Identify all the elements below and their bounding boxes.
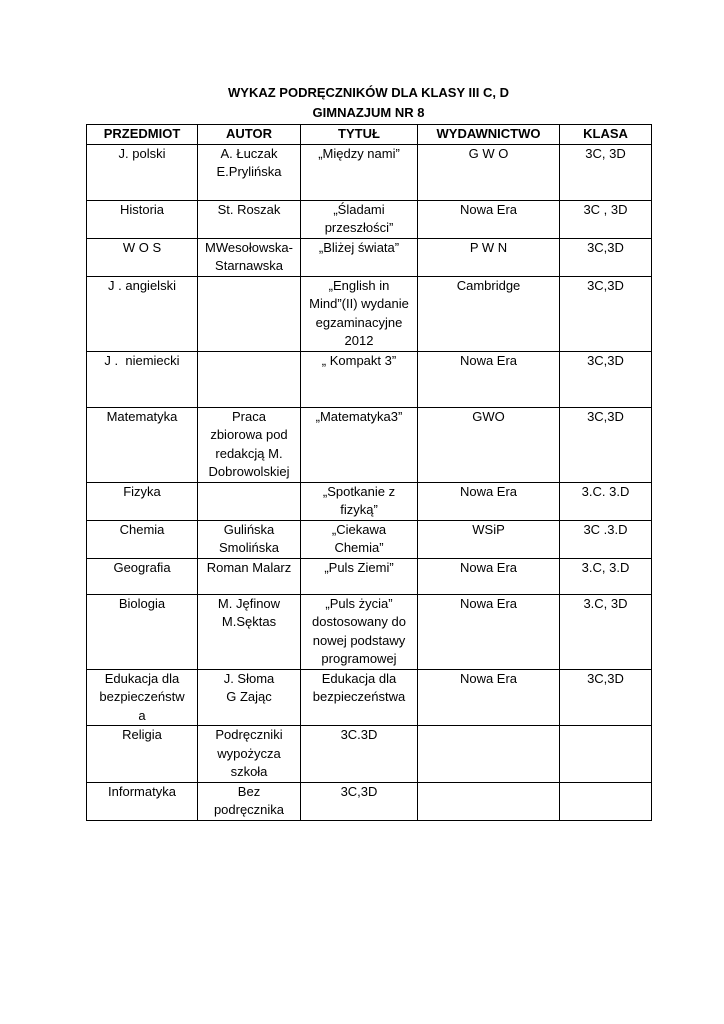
class-cell: 3.C, 3D — [560, 594, 652, 669]
publisher-cell: P W N — [418, 238, 560, 276]
title-cell: 3C,3D — [301, 782, 418, 820]
header-title: TYTUŁ — [301, 125, 418, 145]
class-cell: 3C,3D — [560, 407, 652, 482]
table-row — [87, 407, 652, 482]
author-cell: Bez podręcznika — [198, 782, 301, 820]
table-row — [87, 594, 652, 669]
title-cell: Edukacja dla bezpieczeństwa — [301, 669, 418, 726]
title-cell: 3C.3D — [301, 726, 418, 783]
title-cell: „Puls Ziemi” — [301, 558, 418, 594]
author-cell — [198, 482, 301, 520]
subject-cell: Fizyka — [87, 482, 198, 520]
subject-cell: J . angielski — [87, 276, 198, 351]
author-cell: A. Łuczak E.Prylińska — [198, 144, 301, 200]
class-cell — [560, 726, 652, 783]
title-cell: „Ciekawa Chemia” — [301, 520, 418, 558]
class-cell: 3C .3.D — [560, 520, 652, 558]
header-class: KLASA — [560, 125, 652, 145]
class-cell: 3.C. 3.D — [560, 482, 652, 520]
publisher-cell: Nowa Era — [418, 200, 560, 238]
subject-cell: Informatyka — [87, 782, 198, 820]
class-cell: 3C,3D — [560, 238, 652, 276]
title-cell: „Między nami” — [301, 144, 418, 200]
table-row — [87, 669, 652, 726]
table-row — [87, 520, 652, 558]
header-publisher: WYDAWNICTWO — [418, 125, 560, 145]
table-row — [87, 144, 652, 200]
publisher-cell — [418, 782, 560, 820]
table-row — [87, 276, 652, 351]
publisher-cell: G W O — [418, 144, 560, 200]
table-row — [87, 782, 652, 820]
publisher-cell: WSiP — [418, 520, 560, 558]
author-cell: Gulińska Smolińska — [198, 520, 301, 558]
document-title: WYKAZ PODRĘCZNIKÓW DLA KLASY III C, D — [228, 85, 509, 100]
author-cell: M. Jęfinow M.Sęktas — [198, 594, 301, 669]
subject-cell: J . niemiecki — [87, 351, 198, 407]
publisher-cell: Nowa Era — [418, 669, 560, 726]
author-cell: St. Roszak — [198, 200, 301, 238]
author-cell: MWesołowska- Starnawska — [198, 238, 301, 276]
title-cell: „Puls życia” dostosowany do nowej podstawy programowej — [301, 594, 418, 669]
table-row — [87, 726, 652, 783]
class-cell: 3C,3D — [560, 351, 652, 407]
subject-cell: Historia — [87, 200, 198, 238]
table-row — [87, 351, 652, 407]
subject-cell: Biologia — [87, 594, 198, 669]
subject-cell: Edukacja dla bezpieczeństw a — [87, 669, 198, 726]
textbook-table — [86, 124, 652, 821]
table-header-row — [87, 125, 652, 145]
author-cell: Roman Malarz — [198, 558, 301, 594]
title-cell: „English in Mind”(II) wydanie egzaminacyjne 2012 — [301, 276, 418, 351]
author-cell: Praca zbiorowa pod redakcją M. Dobrowolskiej — [198, 407, 301, 482]
table-row — [87, 238, 652, 276]
subject-cell: J. polski — [87, 144, 198, 200]
publisher-cell: Nowa Era — [418, 351, 560, 407]
header-author: AUTOR — [198, 125, 301, 145]
publisher-cell: Nowa Era — [418, 558, 560, 594]
class-cell: 3C,3D — [560, 669, 652, 726]
subject-cell: Chemia — [87, 520, 198, 558]
publisher-cell — [418, 726, 560, 783]
author-cell — [198, 276, 301, 351]
header-subject: PRZEDMIOT — [87, 125, 198, 145]
subject-cell: Geografia — [87, 558, 198, 594]
author-cell — [198, 351, 301, 407]
document-subtitle: GIMNAZJUM NR 8 — [312, 105, 425, 120]
publisher-cell: Nowa Era — [418, 482, 560, 520]
publisher-cell: Cambridge — [418, 276, 560, 351]
title-cell: „Spotkanie z fizyką” — [301, 482, 418, 520]
author-cell: Podręczniki wypożycza szkoła — [198, 726, 301, 783]
class-cell — [560, 782, 652, 820]
title-cell: „ Kompakt 3” — [301, 351, 418, 407]
class-cell: 3.C, 3.D — [560, 558, 652, 594]
class-cell: 3C, 3D — [560, 144, 652, 200]
title-cell: „Śladami przeszłości” — [301, 200, 418, 238]
table-row — [87, 482, 652, 520]
title-cell: „Matematyka3” — [301, 407, 418, 482]
publisher-cell: GWO — [418, 407, 560, 482]
publisher-cell: Nowa Era — [418, 594, 560, 669]
table-row — [87, 558, 652, 594]
subject-cell: Religia — [87, 726, 198, 783]
author-cell: J. Słoma G Zając — [198, 669, 301, 726]
class-cell: 3C,3D — [560, 276, 652, 351]
class-cell: 3C , 3D — [560, 200, 652, 238]
subject-cell: W O S — [87, 238, 198, 276]
subject-cell: Matematyka — [87, 407, 198, 482]
table-row — [87, 200, 652, 238]
title-cell: „Bliżej świata” — [301, 238, 418, 276]
